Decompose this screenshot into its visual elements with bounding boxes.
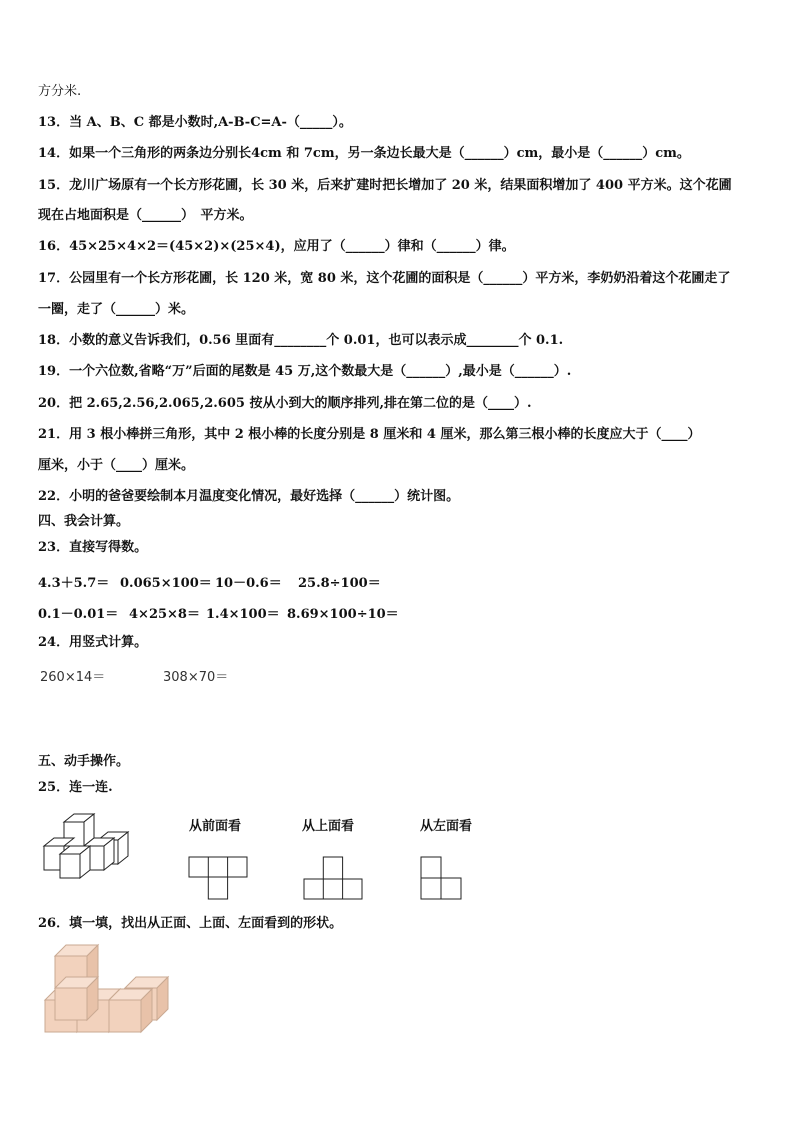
question-26: 26．填一填，找出从正面、上面、左面看到的形状。 xyxy=(38,916,343,931)
cube-face xyxy=(55,988,87,1020)
question-20: 20．把 2.65,2.56,2.065,2.605 按从小到大的顺序排列,排在第二位的是（____）. xyxy=(38,396,532,411)
question-16: 16．45×25×4×2＝(45×2)×(25×4)，应用了（______）律和（______）律。 xyxy=(38,239,515,254)
question-23: 23．直接写得数。 xyxy=(38,540,148,555)
view-label-front: 从前面看 xyxy=(189,819,242,834)
section-5-heading: 五、动手操作。 xyxy=(38,754,130,769)
question-19: 19．一个六位数,省略“万”后面的尾数是 45 万,这个数最大是（______）,最小是（______）. xyxy=(38,364,572,379)
question-21-line-2: 厘米，小于（____）厘米。 xyxy=(38,458,195,473)
view-shape-l xyxy=(420,856,466,902)
vertical-calc-item: 260×14＝ xyxy=(40,670,106,685)
question-21-line-1: 21．用 3 根小棒拼三角形，其中 2 根小棒的长度分别是 8 厘米和 4 厘米，那么第三根小棒的长度应大于（____） xyxy=(38,427,701,442)
continued-line: 方分米. xyxy=(38,84,82,99)
vertical-calc-item: 308×70＝ xyxy=(163,670,229,685)
view-label-left: 从左面看 xyxy=(420,819,473,834)
calc-item: 0.1－0.01＝ xyxy=(38,607,119,622)
question-18: 18．小数的意义告诉我们，0.56 里面有________个 0.01，也可以表示成________个 0.1. xyxy=(38,333,564,348)
cube-stack-figure xyxy=(40,810,140,885)
calc-item: 4×25×8＝ xyxy=(129,607,200,622)
question-14: 14．如果一个三角形的两条边分别长4cm 和 7cm，另一条边长最大是（______）cm，最小是（______）cm。 xyxy=(38,146,690,161)
question-13: 13．当 A、B、C 都是小数时,A-B-C=A-（_____）。 xyxy=(38,115,352,130)
question-15-line-2: 现在占地面积是（______） 平方米。 xyxy=(38,208,253,223)
colored-cube-figure xyxy=(43,944,173,1034)
calc-item: 4.3＋5.7＝ xyxy=(38,576,110,591)
calc-item: 1.4×100＝ xyxy=(206,607,280,622)
question-24: 24．用竖式计算。 xyxy=(38,635,148,650)
calc-item: 0.065×100＝ xyxy=(120,576,212,591)
view-label-top: 从上面看 xyxy=(302,819,355,834)
view-shape-t xyxy=(188,856,250,902)
question-17-line-2: 一圈，走了（______）米。 xyxy=(38,302,195,317)
view-shape-inverted-t xyxy=(303,856,367,902)
cube-face xyxy=(109,1000,141,1032)
section-4-heading: 四、我会计算。 xyxy=(38,514,130,529)
calc-item: 10－0.6＝ xyxy=(215,576,282,591)
question-25: 25．连一连. xyxy=(38,780,113,795)
question-15-line-1: 15．龙川广场原有一个长方形花圃，长 30 米，后来扩建时把长增加了 20 米，结果面积增加了 400 平方米。这个花圃 xyxy=(38,178,732,193)
question-17-line-1: 17．公园里有一个长方形花圃，长 120 米，宽 80 米，这个花圃的面积是（______）平方米，李奶奶沿着这个花圃走了 xyxy=(38,271,731,286)
calc-item: 8.69×100÷10＝ xyxy=(287,607,399,622)
calc-item: 25.8÷100＝ xyxy=(298,576,381,591)
question-22: 22．小明的爸爸要绘制本月温度变化情况，最好选择（______）统计图。 xyxy=(38,489,460,504)
